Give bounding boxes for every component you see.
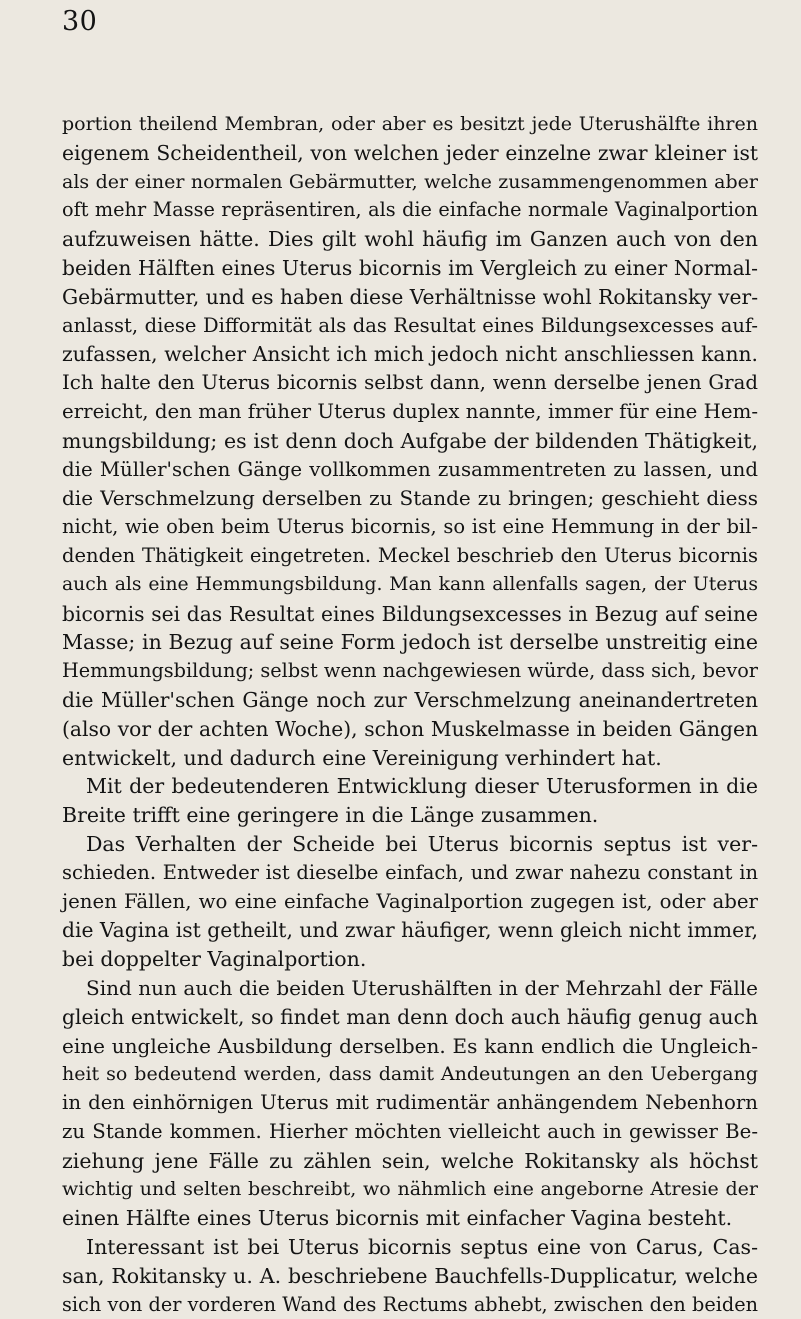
text-line: bicornis sei das Resultat eines Bildungsexcesses in Bezug auf seine (62, 601, 758, 626)
text-line: bei doppelter Vaginalportion. (62, 947, 367, 972)
text-line: die Vagina ist getheilt, und zwar häufiger, wenn gleich nicht immer, (62, 918, 758, 943)
text-line: Sind nun auch die beiden Uterushälften in der Mehrzahl der Fälle (86, 975, 758, 1000)
text-line: die Verschmelzung derselben zu Stande zu bringen; geschieht diess (62, 486, 758, 511)
text-line: portion theilend Membran, oder aber es besitzt jede Uterushälfte ihren (62, 113, 758, 135)
text-line: auch als eine Hemmungsbildung. Man kann allenfalls sagen, der Uterus (62, 573, 758, 595)
text-line: entwickelt, und dadurch eine Vereinigung verhindert hat. (62, 745, 662, 770)
text-line: anlasst, diese Difformität als das Resultat eines Bildungsexcesses auf- (62, 313, 758, 337)
text-line: die Müller'schen Gänge noch zur Verschmelzung aneinandertreten (62, 687, 758, 712)
text-line: wichtig und selten beschreibt, wo nähmlich eine angeborne Atresie der (62, 1178, 758, 1201)
text-line: Breite trifft eine geringere in die Länge zusammen. (62, 803, 599, 828)
page-number: 30 (62, 6, 98, 37)
text-line: die Müller'schen Gänge vollkommen zusammentreten zu lassen, und (62, 457, 758, 481)
text-line: Ich halte den Uterus bicornis selbst dann, wenn derselbe jenen Grad (62, 371, 758, 395)
text-line: Gebärmutter, und es haben diese Verhältnisse wohl Rokitansky ver- (62, 284, 759, 309)
text-line: einen Hälfte eines Uterus bicornis mit einfacher Vagina besteht. (62, 1206, 733, 1231)
text-line: eigenem Scheidentheil, von welchen jeder einzelne zwar kleiner ist (62, 140, 758, 165)
text-line: denden Thätigkeit eingetreten. Meckel beschrieb den Uterus bicornis (62, 543, 758, 567)
text-line: jenen Fällen, wo eine einfache Vaginalportion zugegen ist, oder aber (62, 889, 758, 913)
text-line: aufzuweisen hätte. Dies gilt wohl häufig im Ganzen auch von den (62, 227, 758, 252)
text-line: Masse; in Bezug auf seine Form jedoch ist derselbe unstreitig eine (62, 630, 758, 655)
text-line: in den einhörnigen Uterus mit rudimentär anhängendem Nebenhorn (62, 1091, 758, 1115)
text-line: erreicht, den man früher Uterus duplex nannte, immer für eine Hem- (62, 399, 758, 423)
text-line: als der einer normalen Gebärmutter, welche zusammengenommen aber (62, 170, 758, 193)
text-line: Mit der bedeutenderen Entwicklung dieser Uterusformen in die (86, 774, 758, 799)
text-line: heit so bedeutend werden, dass damit Andeutungen an den Uebergang (62, 1063, 758, 1086)
text-line: oft mehr Masse repräsentiren, als die einfache normale Vaginalportion (62, 198, 758, 222)
text-line: nicht, wie oben beim Uterus bicornis, so ist eine Hemmung in der bil- (62, 515, 758, 539)
text-line: ziehung jene Fälle zu zählen sein, welche Rokitansky als höchst (62, 1148, 758, 1173)
text-line: sich von der vorderen Wand des Rectums abhebt, zwischen den beiden (62, 1292, 758, 1316)
text-line: (also vor der achten Woche), schon Muskelmasse in beiden Gängen (62, 716, 758, 741)
text-line: mungsbildung; es ist denn doch Aufgabe der bildenden Thätigkeit, (62, 428, 758, 453)
text-line: zu Stande kommen. Hierher möchten vielleicht auch in gewisser Be- (62, 1119, 758, 1143)
text-line: Hemmungsbildung; selbst wenn nachgewiesen würde, dass sich, bevor (62, 659, 758, 683)
text-line: Das Verhalten der Scheide bei Uterus bicornis septus ist ver- (86, 831, 758, 856)
text-line: san, Rokitansky u. A. beschriebene Bauchfells-Dupplicatur, welche (62, 1263, 758, 1288)
text-line: Interessant ist bei Uterus bicornis septus eine von Carus, Cas- (86, 1235, 758, 1260)
body-text (62, 110, 758, 1319)
text-line: gleich entwickelt, so findet man denn doch auch häufig genug auch (62, 1004, 758, 1029)
text-line: schieden. Entweder ist dieselbe einfach, und zwar nahezu constant in (62, 860, 758, 884)
text-line: eine ungleiche Ausbildung derselben. Es kann endlich die Ungleich- (62, 1033, 758, 1058)
text-line: zufassen, welcher Ansicht ich mich jedoch nicht anschliessen kann. (62, 342, 758, 367)
text-line: beiden Hälften eines Uterus bicornis im Vergleich zu einer Normal- (62, 255, 758, 280)
